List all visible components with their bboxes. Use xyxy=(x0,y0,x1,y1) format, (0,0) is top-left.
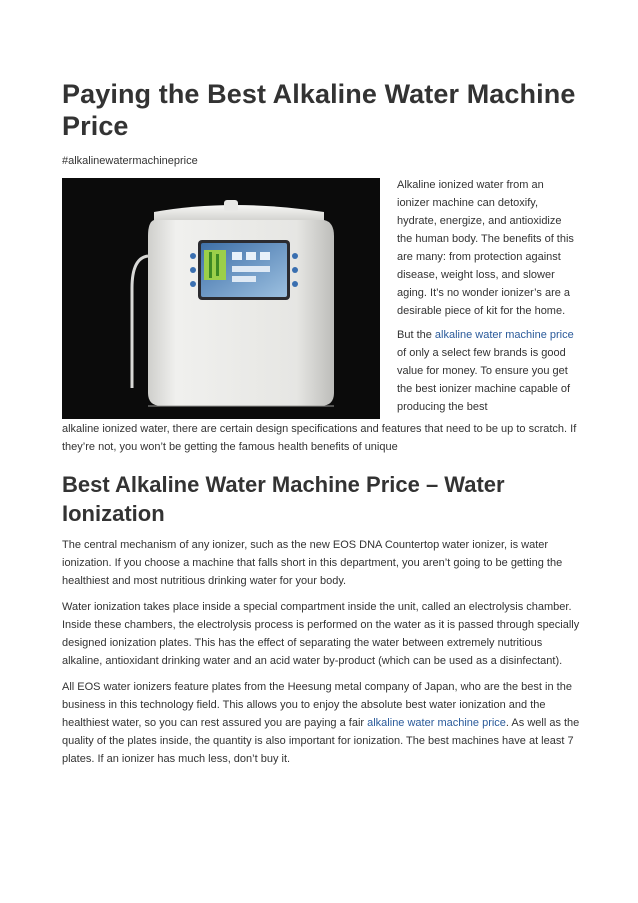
water-ionizer-photo-icon xyxy=(62,178,380,419)
alkaline-price-link-2[interactable]: alkaline water machine price xyxy=(367,717,506,729)
intro-paragraph-2-end: of only a select few brands is good value for money. To ensure you get the best ionizer machine capable of producing the best xyxy=(397,347,571,413)
article xyxy=(62,78,580,776)
section-heading: Best Alkaline Water Machine Price – Water Ionization xyxy=(62,472,505,526)
body-paragraph-3-start: All EOS water ionizers feature plates from the Heesung metal company of Japan, who are the best in the business in this technology field. This allows you to enjoy the absolute best water ionization and the healthiest water, so you can rest assured you are paying a fair xyxy=(62,681,572,729)
intro-paragraph-2-start: But the xyxy=(397,329,435,341)
hashtag: #alkalinewatermachineprice xyxy=(62,155,198,167)
intro-paragraph-2-continued: alkaline ionized water, there are certain design specifications and features that need to be up to scratch. If they’re not, you won’t be getting the famous health benefits of unique xyxy=(62,423,577,453)
alkaline-price-link-1[interactable]: alkaline water machine price xyxy=(434,329,574,341)
intro-section xyxy=(62,178,580,453)
intro-text xyxy=(397,176,579,422)
intro-paragraph-2 xyxy=(397,326,579,416)
page-title: Paying the Best Alkaline Water Machine Price xyxy=(62,79,576,141)
body-paragraph-3-end: . As well as the quality of the plates inside, the quantity is also important for ionization. The best machines have at least 7 plates. If an ionizer has much less, don’t buy it. xyxy=(62,717,580,765)
intro-paragraph-1: Alkaline ionized water from an ionizer machine can detoxify, hydrate, energize, and antioxidize the human body. The benefits of this are many: from protection against disease, weight loss, and slower aging. It’s no wonder ionizer’s are a desirable piece of kit for the home. xyxy=(397,179,574,317)
body-paragraph-1: The central mechanism of any ionizer, such as the new EOS DNA Countertop water ionizer, is water ionization. If you choose a machine that falls short in this department, you aren’t going to be getting the healthiest and most nutritious drinking water for your body. xyxy=(62,539,563,587)
section-body xyxy=(62,536,580,768)
water-ionizer-image xyxy=(62,178,380,419)
body-paragraph-2: Water ionization takes place inside a special compartment inside the unit, called an electrolysis chamber. Inside these chambers, the electrolysis process is performed on the water as it is passed through specially designed ionization plates. This has the effect of separating the water between extremely nutritious alkaline, antioxidant drinking water and an acid water by-product (which can be used as a disinfectant). xyxy=(62,601,580,667)
body-paragraph-3 xyxy=(62,678,580,768)
